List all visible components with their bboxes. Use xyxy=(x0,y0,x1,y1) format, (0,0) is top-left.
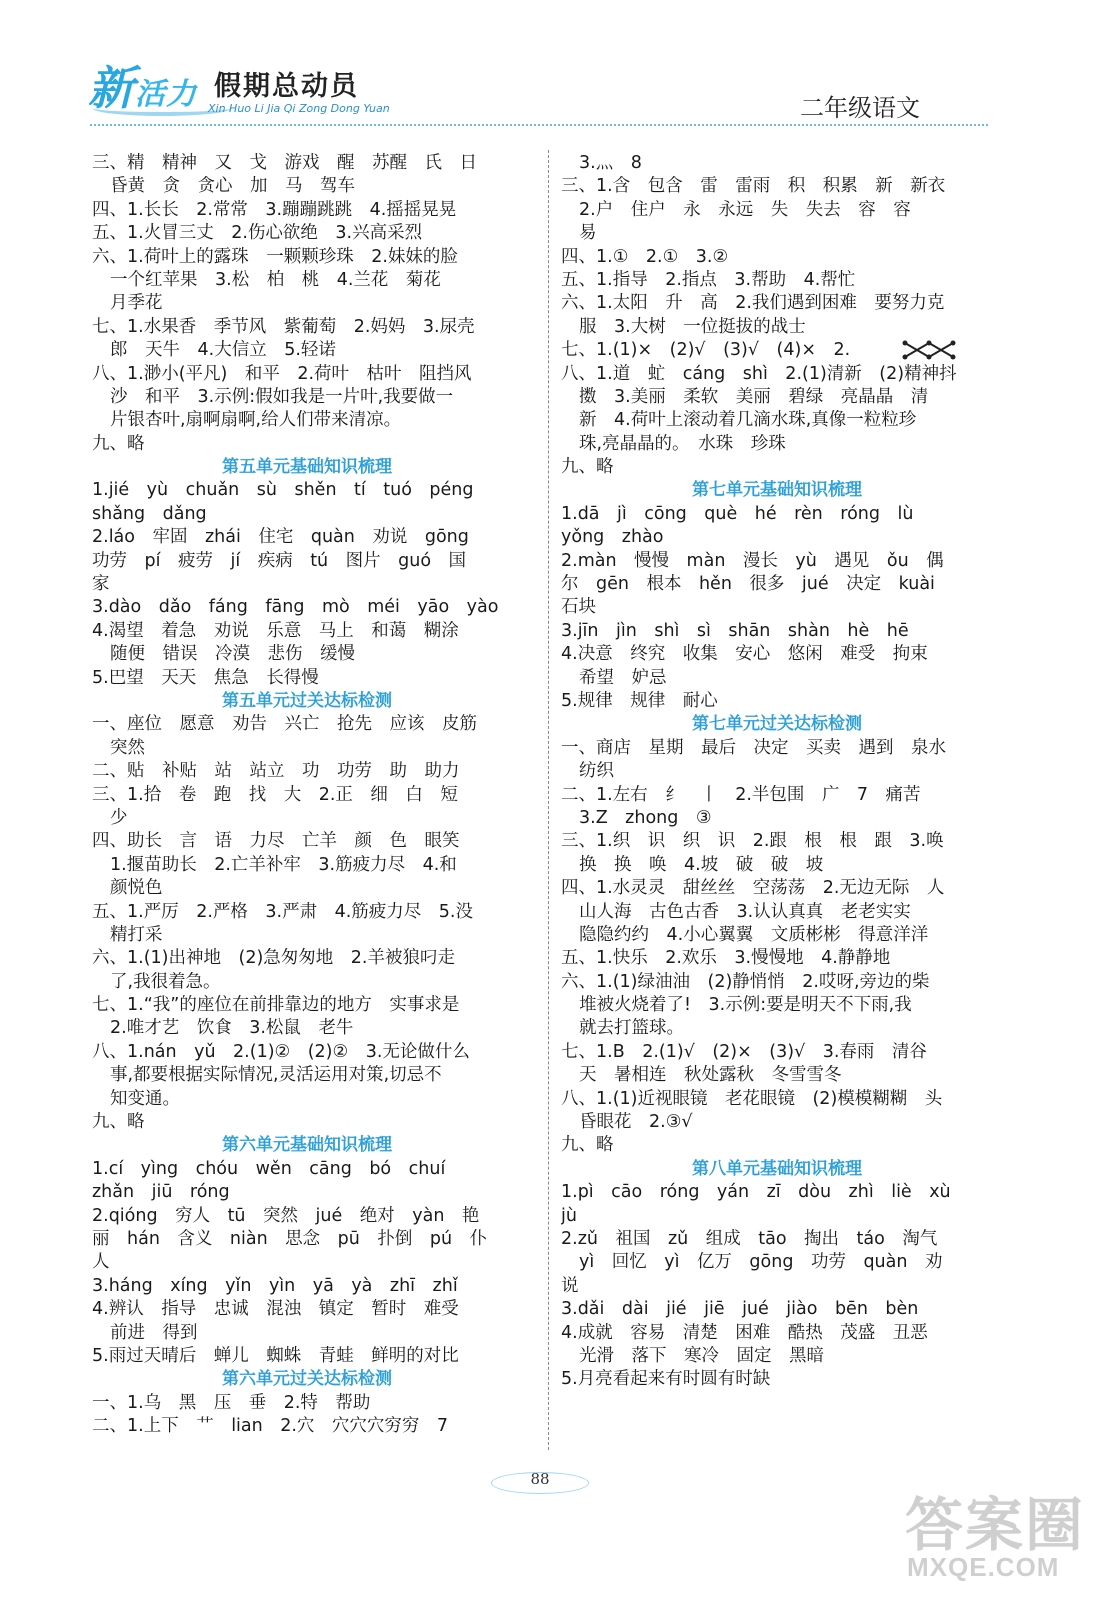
answer-line: 4.决意 终究 收集 安心 悠闲 难受 拘束 xyxy=(561,644,928,665)
header-logo xyxy=(88,52,428,124)
answer-line: 希望 妒忌 xyxy=(579,667,667,688)
answer-line: 了,我很着急。 xyxy=(110,971,221,992)
answer-line: 六、1.(1)绿油油 (2)静悄悄 2.哎呀,旁边的柴 xyxy=(561,971,930,992)
logo-subtitle: 假期总动员 xyxy=(214,71,359,102)
answer-line: 换 换 唤 4.坡 破 破 坡 xyxy=(579,854,824,875)
answer-line: 4.成就 容易 清楚 困难 酷热 茂盛 丑恶 xyxy=(561,1322,928,1343)
answer-line: 5.雨过天晴后 蝉儿 蜘蛛 青蛙 鲜明的对比 xyxy=(92,1345,459,1366)
answer-line: 四、1.① 2.① 3.② xyxy=(561,246,729,267)
answer-line: 3.dǎi dài jié jiē jué jiào bēn bèn xyxy=(561,1299,919,1320)
answer-line: 3.Z zhong ③ xyxy=(579,807,712,828)
answer-line: 郎 天牛 4.大信立 5.轻诺 xyxy=(110,340,336,361)
answer-line: 5.规律 规律 耐心 xyxy=(561,690,718,711)
watermark-url: MXQE.COM xyxy=(907,1552,1060,1582)
answer-line: 1.dā jì cōng què hé rèn róng lù xyxy=(561,503,914,524)
answer-line: 二、贴 补贴 站 站立 功 功劳 助 助力 xyxy=(92,761,460,782)
answer-line: 片银杏叶,扇啊扇啊,给人们带来清凉。 xyxy=(110,410,402,431)
answer-line: jù xyxy=(561,1205,577,1226)
answer-line: 四、1.水灵灵 甜丝丝 空荡荡 2.无边无际 人 xyxy=(561,878,945,899)
matching-lines-icon xyxy=(901,339,961,361)
column-divider xyxy=(548,150,549,1450)
answer-line: 家 xyxy=(92,574,110,595)
answer-line: 随便 错误 冷漠 悲伤 缓慢 xyxy=(110,644,355,665)
answer-line: 八、1.nán yǔ 2.(1)② (2)② 3.无论做什么 xyxy=(92,1041,470,1062)
answer-line: 三、1.织 识 织 识 2.跟 根 根 跟 3.唤 xyxy=(561,831,944,852)
answer-line: 颜悦色 xyxy=(110,878,163,899)
answer-line: 珠,亮晶晶的。 水珠 珍珠 xyxy=(579,433,786,454)
answer-line: 功劳 pí 疲劳 jí 疾病 tú 图片 guó 国 xyxy=(92,550,467,571)
answer-line: 隐隐约约 4.小心翼翼 文质彬彬 得意洋洋 xyxy=(579,924,929,945)
answer-line: 四、助长 言 语 力尽 亡羊 颜 色 眼笑 xyxy=(92,831,460,852)
answer-line: 突然 xyxy=(110,737,145,758)
answer-line: 丽 hán 含义 niàn 思念 pū 扑倒 pú 仆 xyxy=(92,1228,488,1249)
answer-line: 二、1.上下 艹 lian 2.穴 穴穴穴穷穷 7 xyxy=(92,1416,449,1437)
answer-line: 就去打篮球。 xyxy=(579,1018,684,1039)
answer-line: yì 回忆 yì 亿万 gōng 功劳 quàn 劝 xyxy=(579,1252,943,1273)
answer-line: 2.户 住户 永 永远 失 失去 容 容 xyxy=(579,199,911,220)
answer-line: 一、1.乌 黑 压 垂 2.特 帮助 xyxy=(92,1392,371,1413)
answer-line: 八、1.道 虻 cáng shì 2.(1)清新 (2)精神抖 xyxy=(561,363,957,384)
answer-line: 1.揠苗助长 2.亡羊补牢 3.筋疲力尽 4.和 xyxy=(110,854,457,875)
answer-line: 5.月亮看起来有时圆有时缺 xyxy=(561,1369,771,1390)
answer-line: shǎng dǎng xyxy=(92,503,207,524)
section-heading: 第五单元基础知识梳理 xyxy=(222,457,392,478)
answer-line: 七、1.B 2.(1)√ (2)× (3)√ 3.春雨 清谷 xyxy=(561,1041,927,1062)
answer-line: 知变通。 xyxy=(110,1088,180,1109)
answer-line: 3.háng xíng yǐn yìn yā yà zhī zhǐ xyxy=(92,1275,458,1296)
answer-line: 月季花 xyxy=(110,293,163,314)
answer-line: 事,都要根据实际情况,灵活运用对策,切忌不 xyxy=(110,1065,442,1086)
answer-line: 二、1.左右 纟 丨 2.半包围 广 7 痛苦 xyxy=(561,784,921,805)
answer-line: 山人海 古色古香 3.认认真真 老老实实 xyxy=(579,901,911,922)
answer-line: 光滑 落下 寒冷 固定 黑暗 xyxy=(579,1345,824,1366)
answer-line: 易 xyxy=(579,223,597,244)
answer-line: 三、1.含 包含 雷 雷雨 积 积累 新 新衣 xyxy=(561,176,946,197)
section-heading: 第七单元基础知识梳理 xyxy=(692,480,862,501)
watermark-main: 答案圈 xyxy=(905,1491,1086,1559)
answer-line: 六、1.(1)出神地 (2)急匆匆地 2.羊被狼叼走 xyxy=(92,948,455,969)
answer-line: 1.pì cāo róng yán zī dòu zhì liè xù xyxy=(561,1182,951,1203)
answer-line: 九、略 xyxy=(561,457,614,478)
answer-line: yǒng zhào xyxy=(561,527,664,548)
answer-line: 三、精 精神 又 戈 游戏 醒 苏醒 氏 日 xyxy=(92,153,477,173)
answer-line: 五、1.指导 2.指点 3.帮助 4.帮忙 xyxy=(561,269,856,290)
answer-line: 1.cí yìng chóu wěn cāng bó chuí xyxy=(92,1158,446,1179)
answer-line: 六、1.荷叶上的露珠 一颗颗珍珠 2.妹妹的脸 xyxy=(92,246,458,267)
answer-line: 五、1.火冒三丈 2.伤心欲绝 3.兴高采烈 xyxy=(92,223,423,244)
answer-line: 精打采 xyxy=(110,924,163,945)
answer-line: 2.qióng 穷人 tū 突然 jué 绝对 yàn 艳 xyxy=(92,1205,480,1226)
answer-line: 沙 和平 3.示例:假如我是一片叶,我要做一 xyxy=(110,386,454,407)
answer-line: 七、1.水果香 季节风 紫葡萄 2.妈妈 3.尿壳 xyxy=(92,316,475,337)
answer-line: 5.巴望 天天 焦急 长得慢 xyxy=(92,667,319,688)
answer-line: 石块 xyxy=(561,597,596,618)
answer-line: 2.唯才艺 饮食 3.松鼠 老牛 xyxy=(110,1018,354,1039)
answer-line: 六、1.太阳 升 高 2.我们遇到困难 要努力克 xyxy=(561,293,945,314)
answer-line: 4.渴望 着急 劝说 乐意 马上 和蔼 糊涂 xyxy=(92,620,459,641)
answer-line: 2.láo 牢固 zhái 住宅 quàn 劝说 gōng xyxy=(92,527,469,548)
answer-line: 前进 得到 xyxy=(110,1322,198,1343)
answer-line: 尔 gēn 根本 hěn 很多 jué 决定 kuài xyxy=(561,574,935,595)
answer-line: 八、1.渺小(平凡) 和平 2.荷叶 枯叶 阻挡风 xyxy=(92,363,472,384)
answer-line: 4.辨认 指导 忠诚 混浊 镇定 暂时 难受 xyxy=(92,1299,459,1320)
section-heading: 第五单元过关达标检测 xyxy=(222,690,392,711)
answer-line: 擞 3.美丽 柔软 美丽 碧绿 亮晶晶 清 xyxy=(579,386,929,407)
answer-line: 昏黄 贪 贪心 加 马 驾车 xyxy=(110,176,355,197)
answer-line: 五、1.快乐 2.欢乐 3.慢慢地 4.静静地 xyxy=(561,948,891,969)
right-answer-column xyxy=(561,152,993,1392)
answer-line: 3.灬 8 xyxy=(579,153,642,173)
answer-line: 堆被火烧着了! 3.示例:要是明天不下雨,我 xyxy=(579,995,912,1016)
answer-line: 少 xyxy=(110,807,128,828)
answer-line: 2.màn 慢慢 màn 漫长 yù 遇见 ǒu 偶 xyxy=(561,550,944,571)
section-heading: 第六单元过关达标检测 xyxy=(222,1369,392,1390)
answer-line: 纺织 xyxy=(579,761,614,782)
answer-line: 服 3.大树 一位挺拔的战士 xyxy=(579,316,806,337)
grade-subject-title: 二年级语文 xyxy=(800,94,920,122)
answer-line: 2.zǔ 祖国 zǔ 组成 tāo 掏出 táo 淘气 xyxy=(561,1228,938,1249)
answer-line: 3.jīn jìn shì sì shān shàn hè hē xyxy=(561,620,909,641)
answer-line: 昏眼花 2.③√ xyxy=(579,1112,693,1133)
answer-line: 1.jié yù chuǎn sù shěn tí tuó péng xyxy=(92,480,474,501)
section-heading: 第六单元基础知识梳理 xyxy=(222,1135,392,1156)
left-answer-column xyxy=(92,152,522,1438)
answer-line: 八、1.(1)近视眼镜 老花眼镜 (2)模模糊糊 头 xyxy=(561,1088,943,1109)
answer-line: 九、略 xyxy=(92,1112,145,1133)
answer-line: 七、1.“我”的座位在前排靠边的地方 实事求是 xyxy=(92,995,460,1016)
answer-line: 三、1.拾 卷 跑 找 大 2.正 细 白 短 xyxy=(92,784,458,805)
header-divider xyxy=(90,124,988,126)
logo-pinyin: Xin Huo Li Jia Qi Zong Dong Yuan xyxy=(208,102,390,115)
logo-main: 新活力 xyxy=(88,61,197,115)
answer-line: 一、座位 愿意 劝告 兴亡 抢先 应该 皮筋 xyxy=(92,714,477,735)
answer-line: 九、略 xyxy=(92,433,145,454)
answer-line: 新 4.荷叶上滚动着几滴水珠,真像一粒粒珍 xyxy=(579,410,917,431)
answer-line: zhǎn jiū róng xyxy=(92,1182,230,1203)
section-heading: 第七单元过关达标检测 xyxy=(692,714,862,735)
answer-line: 四、1.长长 2.常常 3.蹦蹦跳跳 4.摇摇晃晃 xyxy=(92,199,457,220)
section-heading: 第八单元基础知识梳理 xyxy=(692,1158,862,1179)
answer-line: 3.dào dǎo fáng fāng mò méi yāo yào xyxy=(92,597,499,618)
answer-line: 一、商店 星期 最后 决定 买卖 遇到 泉水 xyxy=(561,737,946,758)
answer-line: 九、略 xyxy=(561,1135,614,1156)
watermark-logo xyxy=(905,1478,1085,1588)
page-number: 88 xyxy=(505,1470,575,1496)
answer-line: 五、1.严厉 2.严格 3.严肃 4.筋疲力尽 5.没 xyxy=(92,901,473,922)
answer-line: 一个红苹果 3.松 柏 桃 4.兰花 菊花 xyxy=(110,269,441,290)
answer-line: 天 暑相连 秋处露秋 冬雪雪冬 xyxy=(579,1065,842,1086)
answer-line: 七、1.(1)× (2)√ (3)√ (4)× 2. xyxy=(561,340,851,361)
answer-line: 人 xyxy=(92,1252,110,1273)
answer-line: 说 xyxy=(561,1275,579,1296)
